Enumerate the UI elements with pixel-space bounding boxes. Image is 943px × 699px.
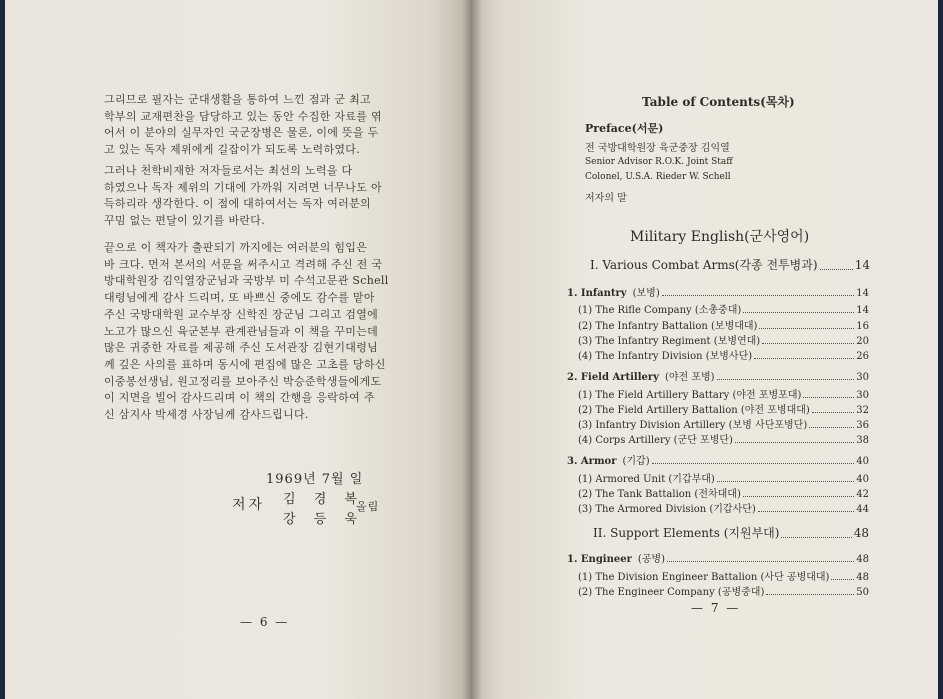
dot-leader xyxy=(667,560,854,562)
right-edge xyxy=(938,0,943,699)
dot-leader xyxy=(758,510,854,512)
dot-leader xyxy=(803,396,854,398)
toc-page: 48 xyxy=(856,554,869,565)
right-page-number: — 7 — xyxy=(691,601,741,615)
toc-item-label: (3) The Infantry Regiment (보병연대) xyxy=(578,336,761,347)
dot-leader xyxy=(766,593,854,595)
toc-section[interactable] xyxy=(593,524,869,541)
paragraph-2-text: 그러나 천학비재한 저자들로서는 최선의 노력을 다 하였으나 독자 제위의 기대에 가까워 지려면 너무나도 아 득하리라 생각한다. 이 점에 대하여서는 독자 여러분의 꾸밈 없는 편달이 있기를 바란다. xyxy=(104,164,382,228)
author-name-2: 강 등 욱 xyxy=(283,511,364,527)
toc-title: Table of Contents(목차) xyxy=(642,95,795,109)
dot-leader xyxy=(812,411,854,413)
toc-section-label: II. Support Elements (지원부대) xyxy=(593,526,780,540)
dot-leader xyxy=(735,441,854,443)
toc-page: 48 xyxy=(853,526,869,540)
toc-section[interactable] xyxy=(590,256,870,273)
toc-page: 40 xyxy=(856,456,869,467)
preface-line-3: Colonel, U.S.A. Rieder W. Schell xyxy=(585,172,731,182)
dot-leader xyxy=(743,311,854,313)
toc-item[interactable] xyxy=(578,317,869,332)
toc-item-label: (2) The Infantry Battalion (보병대대) xyxy=(578,321,758,332)
dot-leader xyxy=(781,536,851,538)
toc-item[interactable] xyxy=(578,583,869,598)
toc-category-sub: (기갑) xyxy=(622,456,650,467)
toc-item[interactable] xyxy=(578,500,869,515)
toc-category-label: 1. Engineer xyxy=(567,554,632,565)
dot-leader xyxy=(717,480,854,482)
dot-leader xyxy=(809,426,854,428)
toc-page: 38 xyxy=(856,435,869,446)
toc-page: 30 xyxy=(856,390,869,401)
toc-item[interactable] xyxy=(578,485,869,500)
toc-item-label: (2) The Tank Battalion (전차대대) xyxy=(578,489,741,500)
toc-item-label: (2) The Field Artillery Battalion (야전 포병대대) xyxy=(578,405,810,416)
part-title: Military English(군사영어) xyxy=(630,229,810,245)
dot-leader xyxy=(717,378,855,380)
toc-item[interactable] xyxy=(578,301,869,316)
author-suffix: 올림 xyxy=(356,500,380,513)
toc-section-label: I. Various Combat Arms(각종 전투병과) xyxy=(590,258,818,272)
toc-page: 32 xyxy=(856,405,869,416)
toc-item-label: (4) The Infantry Division (보병사단) xyxy=(578,351,753,362)
date-line: 1969년 7월 일 xyxy=(266,472,364,487)
toc-item-label: (1) The Division Engineer Battalion (사단 공병대대) xyxy=(578,572,830,583)
toc-page: 20 xyxy=(856,336,869,347)
toc-item-label: (1) The Field Artillery Battary (야전 포병포대) xyxy=(578,390,802,401)
toc-page: 14 xyxy=(856,305,869,316)
toc-page: 42 xyxy=(856,489,869,500)
left-page-number: — 6 — xyxy=(240,615,290,629)
toc-item[interactable] xyxy=(578,332,869,347)
toc-item-label: (3) The Armored Division (기갑사단) xyxy=(578,504,756,515)
paragraph-3 xyxy=(104,240,404,424)
toc-item[interactable] xyxy=(578,568,869,583)
paragraph-2 xyxy=(104,163,404,230)
toc-item-label: (4) Corps Artillery (군단 포병단) xyxy=(578,435,733,446)
toc-item-label: (1) The Rifle Company (소총중대) xyxy=(578,305,742,316)
dot-leader xyxy=(662,294,855,296)
dot-leader xyxy=(820,268,853,270)
toc-page: 30 xyxy=(856,372,869,383)
toc-item-label: (3) Infantry Division Artillery (보병 사단포병단) xyxy=(578,420,808,431)
toc-page: 14 xyxy=(856,288,869,299)
dot-leader xyxy=(759,327,854,329)
toc-item-label: (1) Armored Unit (기갑부대) xyxy=(578,474,715,485)
dot-leader xyxy=(743,495,854,497)
toc-item[interactable] xyxy=(578,386,869,401)
paragraph-1-text: 그리므로 필자는 군대생활을 통하여 느낀 점과 군 최고 학부의 교재편찬을 담당하고 있는 동안 수집한 자료를 엮 어서 이 분야의 실무자인 국군장병은 물론, 이에 뜻을 두 고 있는 독자 제위에게 길잡이가 되도록 노력하였다. xyxy=(104,93,382,157)
toc-page: 48 xyxy=(856,572,869,583)
toc-category[interactable] xyxy=(567,452,869,467)
toc-item[interactable] xyxy=(578,347,869,362)
toc-category-sub: (공병) xyxy=(637,554,665,565)
paragraph-1 xyxy=(104,92,404,159)
dot-leader xyxy=(754,357,854,359)
toc-category-label: 3. Armor xyxy=(567,456,617,467)
toc-category-sub: (야전 포병) xyxy=(664,372,715,383)
toc-page: 44 xyxy=(856,504,869,515)
preface-line-2: Senior Advisor R.O.K. Joint Staff xyxy=(585,157,733,167)
toc-page: 50 xyxy=(856,587,869,598)
dot-leader xyxy=(652,462,855,464)
toc-page: 40 xyxy=(856,474,869,485)
toc-category-label: 1. Infantry xyxy=(567,288,627,299)
toc-category-sub: (보병) xyxy=(632,288,660,299)
book-gutter xyxy=(462,0,482,699)
preface-heading: Preface(서문) xyxy=(585,122,664,135)
dot-leader xyxy=(762,342,854,344)
toc-item-label: (2) The Engineer Company (공병중대) xyxy=(578,587,765,598)
left-edge xyxy=(0,0,5,699)
toc-category[interactable] xyxy=(567,284,869,299)
toc-page: 36 xyxy=(856,420,869,431)
paragraph-3-text: 끝으로 이 책자가 출판되기 까지에는 여러분의 힘입은 바 크다. 먼저 본서의 서문을 써주시고 격려해 주신 전 국 방대학원장 김익열장군님과 국방부 미 수석고문관 Schell 대령님에게 감사 드리며, 또 바쁘신 중에도 감수를 맡아 주신 국방대학원 교수부장 신학진 장군님 그리고 검열에 노고가 많으신 육군본부 관계관님들과 이 책을 꾸미는데 많은 귀중한 자료를 제공해 주신 도서관장 김현기대령님 께 깊은 사의를 표하며 동시에 편집에 많은 고초를 당하신 이중봉선생님, 원고정리를 보아주신 박승준학생들에게도 이 지면을 빌어 감사드리며 이 책의 간행을 응락하여 주 신 삼지사 박세경 사장님께 감사드립니다. xyxy=(104,241,389,422)
toc-item[interactable] xyxy=(578,470,869,485)
toc-category[interactable] xyxy=(567,368,869,383)
toc-item[interactable] xyxy=(578,401,869,416)
author-label: 저자 xyxy=(232,497,266,513)
toc-page: 26 xyxy=(856,351,869,362)
toc-category[interactable] xyxy=(567,550,869,565)
author-name-1: 김 경 복 xyxy=(283,492,364,507)
author-names xyxy=(283,490,364,529)
preface-line-4: 저자의 말 xyxy=(585,193,627,204)
toc-item[interactable] xyxy=(578,431,869,446)
dot-leader xyxy=(831,578,854,580)
toc-item[interactable] xyxy=(578,416,869,431)
preface-line-1: 전 국방대학원장 육군중장 김익열 xyxy=(585,143,730,154)
toc-page: 14 xyxy=(854,258,870,272)
toc-page: 16 xyxy=(856,321,869,332)
toc-category-label: 2. Field Artillery xyxy=(567,372,659,383)
